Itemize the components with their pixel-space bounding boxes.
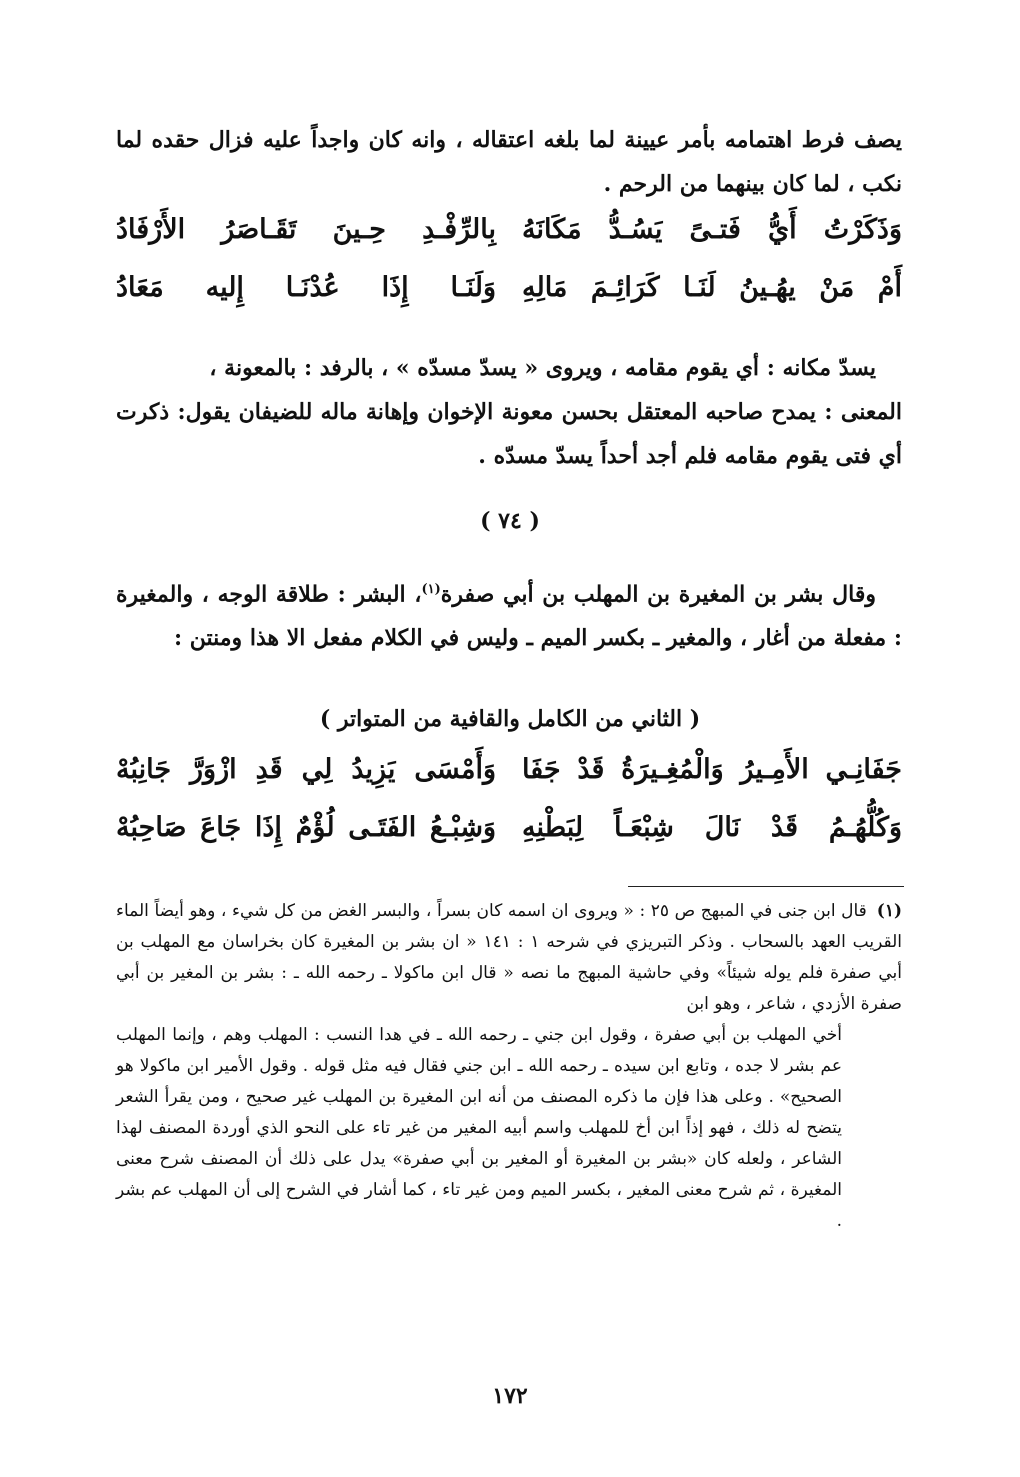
verse-block-1 [116,214,902,330]
verse-second-hemistich: وَشِبْـعُ الفَتَـى لُؤْمٌ إِذَا جَاعَ صَاحِبُهْ [116,812,496,843]
verse-block-2 [116,754,902,870]
intro-paragraph-2 [116,568,902,660]
verse-line [116,754,902,812]
footnote-text-1: قال ابن جنى في المبهج ص ٢٥ : « ويروى ان اسمه كان بسراً ، والبسر الغض من كل شيء ، وهو أيضاً الماء القريب العهد بالسحاب . وذكر التبريزي في شرحه ١ : ١٤١ « ان بشر بن المغيرة كان بخراسان مع المهلب بن أبي صفرة فلم يوله شيئاً» وفي حاشية المبهج ما نصه « قال ابن ماكولا ـ رحمه الله ـ : بشر بن المغير بن أبي صفرة الأزدي ، شاعر ، وهو ابن [116,901,902,1014]
verse-line [116,272,902,330]
intro-2-after: ، البشر : طلاقة الوجه ، والمغيرة : مفعلة من أغار ، والمغير ـ بكسر الميم ـ وليس في الكلام مفعل الا هذا ومنتن : [116,581,902,652]
verse-line [116,214,902,272]
intro-2-before: وقال بشر بن المغيرة بن المهلب بن أبي صفرة [440,581,876,608]
commentary-gloss: يسدّ مكانه : أي يقوم مقامه ، ويروى « يسدّ مسدّه » ، بالرفد : بالمعونة ، [209,355,876,381]
footnote-divider [628,886,904,887]
verse-first-hemistich: جَفَانِـي الأَمِـيرُ وَالْمُغِـيرَةُ قَدْ جَفَا [522,754,902,785]
meter-line: ( الثاني من الكامل والقافية من المتواتر ) [319,706,701,732]
verse-first-hemistich: وَذَكَرْتُ أَيُّ فَتـىً يَسُـدُّ مَكَانَهُ [522,214,902,245]
verse-first-hemistich: وَكُلُّهُـمُ قَدْ نَالَ شِبْعَـاً لِبَطْنِهِ [522,812,902,843]
verse-second-hemistich: وَلَنَـا إِذَا عُدْنَـا إِليه مَعَادُ [116,272,496,303]
intro-paragraph [116,118,902,206]
commentary-1 [116,346,902,478]
poem-number: ( ٧٤ ) [480,508,540,534]
page-number: ١٧٢ [492,1383,528,1409]
verse-line [116,812,902,870]
intro-text: يصف فرط اهتمامه بأمر عيينة لما بلغه اعتقاله ، وانه كان واجداً عليه فزال حقده لما نكب ، لما كان بينهما من الرحم . [116,127,902,197]
footnote [116,896,902,1237]
footnote-paragraph-2: أخي المهلب بن أبي صفرة ، وقول ابن جني ـ رحمه الله ـ في هدا النسب : المهلب وهم ، وإنما المهلب عم بشر لا جده ، وتابع ابن سيده ـ رحمه الله ـ ابن جني فقال فيه مثل قوله . وقول الأمير ابن ماكولا هو الصحيح» . وعلى هذا فإن ما ذكره المصنف من أنه ابن المغيرة بن المهلب غير صحيح ، ومن يقرأ الشعر يتضح له ذلك ، فهو إذاً ابن أخ للمهلب واسم أبيه المغير من غير تاء على النحو الذي أوردة المصنف لهذا الشاعر ، ولعله كان «بشر بن المغيرة أو المغير بن أبي صفرة» يدل على ذلك أن المصنف شرح معنى المغيرة ، ثم شرح معنى المغير ، بكسر الميم ومن غير تاء ، كما أشار في الشرح إلى أن المهلب عم بشر . [116,1025,842,1231]
commentary-meaning: المعنى : يمدح صاحبه المعتقل بحسن معونة الإخوان وإهانة ماله للضيفان يقول: ذكرت أي فتى يقوم مقامه فلم أجد أحداً يسدّ مسدّه . [116,399,902,469]
footnote-paragraph-1 [116,896,902,1020]
verse-second-hemistich: بِالرِّفْـدِ حِـينَ تَقَـاصَرُ الأَرْفَادُ [116,214,496,245]
footnote-mark: (١) [876,901,902,921]
verse-first-hemistich: أَمْ مَنْ يهُـينُ لَنَـا كَرَائِـمَ مَالِهِ [522,272,902,303]
footnote-reference: (١) [421,582,441,597]
intro-2-text [116,568,902,660]
verse-second-hemistich: وَأَمْسَى يَزِيدُ لِي قَدِ ازْوَرَّ جَانِبُهْ [116,754,496,785]
